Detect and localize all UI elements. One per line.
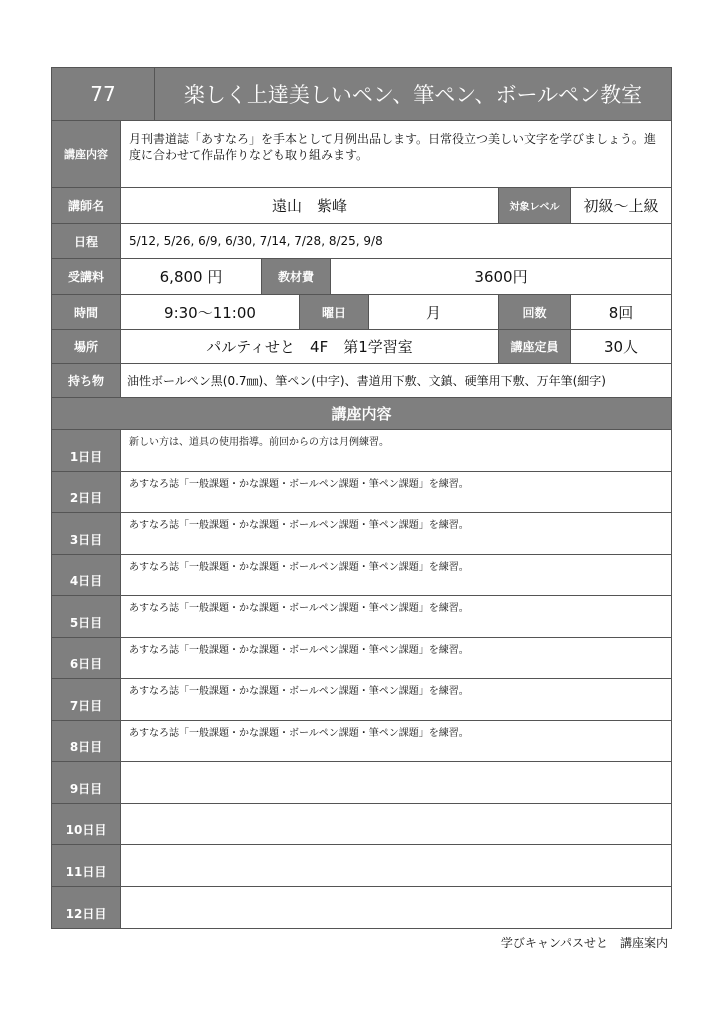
capacity-value: 30人 (603, 338, 639, 356)
section-header-cell (52, 398, 671, 429)
capacity-label: 講座定員 (510, 340, 559, 354)
session-content-cell (121, 845, 671, 886)
session-content-cell (121, 721, 671, 762)
session-label: 5日目 (69, 615, 103, 630)
time-value: 9:30～11:00 (164, 303, 256, 322)
count-value-cell (571, 295, 671, 329)
course-number-cell (52, 68, 155, 120)
session-row (52, 513, 671, 555)
belongings-label-cell (52, 364, 121, 397)
count-value: 8回 (608, 303, 634, 322)
session-row (52, 845, 671, 887)
session-row (52, 804, 671, 846)
session-label: 3日目 (69, 532, 103, 547)
session-text: 新しい方は、道具の使用指導。前回からの方は月例練習。 (129, 437, 389, 448)
instructor-label: 講師名 (67, 199, 104, 213)
footer-text: 学びキャンパスせと 講座案内 (500, 936, 668, 950)
session-content-cell (121, 679, 671, 720)
session-content-cell (121, 762, 671, 803)
material-fee-value: 3600円 (474, 268, 528, 286)
level-label: 対象レベル (509, 202, 560, 213)
place-value-cell (121, 330, 499, 363)
course-sheet (51, 67, 672, 929)
weekday-label-cell (300, 295, 369, 329)
instructor-row (52, 188, 671, 224)
session-label: 6日目 (69, 657, 103, 671)
material-fee-label: 教材費 (277, 270, 314, 284)
session-text: あすなろ誌「一般課題・かな課題・ボールペン課題・筆ペン課題」を練習。 (129, 561, 469, 573)
session-label-cell (52, 845, 121, 886)
content-row (52, 121, 671, 188)
session-label: 11日目 (65, 864, 107, 879)
session-content-cell (121, 513, 671, 554)
fee-value: 6,800 円 (159, 268, 223, 286)
instructor-value-cell (121, 188, 499, 223)
level-value: 初級～上級 (583, 197, 659, 215)
instructor-name: 遠山 紫峰 (271, 197, 347, 215)
session-text: あすなろ誌「一般課題・かな課題・ボールペン課題・筆ペン課題」を練習。 (129, 727, 469, 739)
session-label: 9日目 (69, 781, 103, 796)
schedule-dates: 5/12, 5/26, 6/9, 6/30, 7/14, 7/28, 8/25, 9/8 (129, 234, 383, 248)
instructor-label-cell (52, 188, 121, 223)
session-text: あすなろ誌「一般課題・かな課題・ボールペン課題・筆ペン課題」を練習。 (129, 686, 469, 697)
session-row (52, 679, 671, 721)
session-content-cell (121, 430, 671, 471)
belongings-label: 持ち物 (67, 374, 104, 388)
material-fee-label-cell (262, 259, 331, 294)
session-text: あすなろ誌「一般課題・かな課題・ボールペン課題・筆ペン課題」を練習。 (129, 478, 469, 490)
content-label-cell (52, 121, 121, 187)
weekday-value: 月 (425, 303, 441, 322)
session-label: 2日目 (69, 491, 103, 505)
session-text: あすなろ誌「一般課題・かな課題・ボールペン課題・筆ペン課題」を練習。 (129, 520, 469, 531)
time-value-cell (121, 295, 300, 329)
session-label-cell (52, 555, 121, 596)
belongings-value-cell (121, 364, 671, 397)
session-content-cell (121, 555, 671, 596)
capacity-label-cell (499, 330, 571, 363)
session-label-cell (52, 430, 121, 471)
session-label-cell (52, 804, 121, 845)
session-label: 12日目 (65, 907, 107, 921)
place-label-cell (52, 330, 121, 363)
place-row (52, 330, 671, 364)
session-text: あすなろ誌「一般課題・かな課題・ボールペン課題・筆ペン課題」を練習。 (129, 603, 469, 614)
session-label-cell (52, 721, 121, 762)
session-row (52, 762, 671, 804)
time-label-cell (52, 295, 121, 329)
count-label: 回数 (522, 305, 547, 320)
session-label: 1日目 (69, 449, 103, 464)
content-value-cell (121, 121, 671, 187)
course-title: 楽しく上達美しいペン、筆ペン、ボールペン教室 (183, 83, 643, 107)
session-content-cell (121, 887, 671, 929)
session-row (52, 887, 671, 929)
time-row (52, 295, 671, 330)
content-description: 月刊書道誌「あすなろ」を手本として月例出品します。日常役立つ美しい文字を学びましょう。進度に合わせて作品作りなども取り組みます。 (129, 132, 657, 162)
session-label: 10日目 (65, 823, 107, 837)
level-value-cell (571, 188, 671, 223)
weekday-value-cell (369, 295, 499, 329)
session-row (52, 638, 671, 680)
course-title-cell (155, 68, 671, 120)
session-label: 4日目 (69, 574, 103, 588)
schedule-label: 日程 (73, 234, 98, 249)
belongings-row (52, 364, 671, 398)
place-value: パルティせと 4F 第1学習室 (206, 338, 413, 356)
session-content-cell (121, 472, 671, 513)
session-row (52, 596, 671, 638)
schedule-value-cell (121, 224, 671, 258)
fee-value-cell (121, 259, 262, 294)
title-row (52, 68, 671, 121)
session-row (52, 472, 671, 514)
schedule-row (52, 224, 671, 259)
section-title: 講座内容 (331, 405, 392, 423)
session-label-cell (52, 596, 121, 637)
session-content-cell (121, 638, 671, 679)
capacity-value-cell (571, 330, 671, 363)
fee-label: 受講料 (67, 270, 104, 284)
session-row (52, 430, 671, 472)
session-row (52, 555, 671, 597)
session-content-cell (121, 804, 671, 845)
weekday-label: 曜日 (321, 305, 346, 320)
session-label: 8日目 (69, 740, 103, 754)
content-label: 講座内容 (64, 148, 108, 161)
fee-label-cell (52, 259, 121, 294)
session-label: 7日目 (69, 698, 103, 713)
schedule-label-cell (52, 224, 121, 258)
session-label-cell (52, 472, 121, 513)
session-text: あすなろ誌「一般課題・かな課題・ボールペン課題・筆ペン課題」を練習。 (129, 644, 469, 656)
session-label-cell (52, 638, 121, 679)
session-label-cell (52, 762, 121, 803)
session-label-cell (52, 679, 121, 720)
session-row (52, 721, 671, 763)
session-label-cell (52, 513, 121, 554)
belongings-value: 油性ボールペン黒(0.7㎜)、筆ペン(中字)、書道用下敷、文鎮、硬筆用下敷、万年筆(細字) (127, 374, 606, 388)
level-label-cell (499, 188, 571, 223)
material-fee-value-cell (331, 259, 671, 294)
place-label: 場所 (73, 340, 98, 354)
session-label-cell (52, 887, 121, 929)
count-label-cell (499, 295, 571, 329)
fee-row (52, 259, 671, 295)
session-content-cell (121, 596, 671, 637)
session-list (52, 430, 671, 928)
course-number: 77 (90, 82, 116, 106)
section-header-row (52, 398, 671, 430)
time-label: 時間 (73, 305, 98, 320)
